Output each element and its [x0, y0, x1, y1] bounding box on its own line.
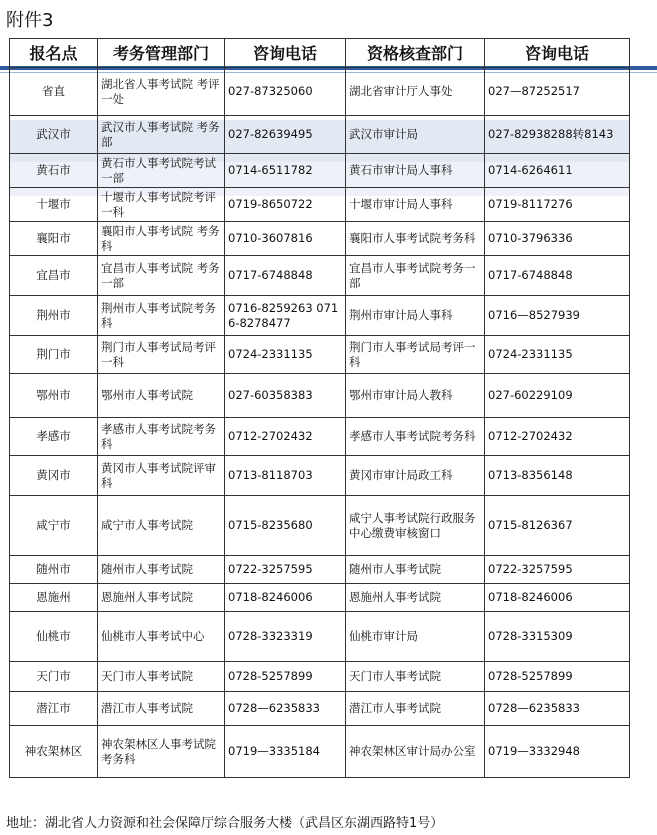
check-dept-cell: 十堰市审计局人事科	[346, 188, 485, 222]
table-body	[10, 68, 630, 778]
exam-dept-cell: 天门市人事考试院	[98, 662, 225, 692]
city-cell: 天门市	[10, 662, 98, 692]
header-exam-dept: 考务管理部门	[98, 39, 225, 68]
phone-2-cell: 027—87252517	[485, 68, 630, 116]
phone-cell: 0728—6235833	[225, 692, 346, 726]
city-cell: 省直	[10, 68, 98, 116]
table-row	[10, 374, 630, 418]
header-phone: 咨询电话	[225, 39, 346, 68]
check-dept-cell: 鄂州市审计局人教科	[346, 374, 485, 418]
phone-cell: 0724-2331135	[225, 336, 346, 374]
city-cell: 随州市	[10, 556, 98, 584]
city-cell: 荆州市	[10, 296, 98, 336]
table-row	[10, 662, 630, 692]
phone-2-cell: 0717-6748848	[485, 256, 630, 296]
check-dept-cell: 襄阳市人事考试院考务科	[346, 222, 485, 256]
table-row	[10, 692, 630, 726]
exam-dept-cell: 十堰市人事考试院考评一科	[98, 188, 225, 222]
phone-2-cell: 0713-8356148	[485, 456, 630, 496]
address-footer: 地址：湖北省人力资源和社会保障厅综合服务大楼（武昌区东湖西路特1号）	[6, 816, 444, 831]
table-row	[10, 296, 630, 336]
phone-cell: 0728-5257899	[225, 662, 346, 692]
exam-dept-cell: 咸宁市人事考试院	[98, 496, 225, 556]
exam-dept-cell: 荆门市人事考试局考评一科	[98, 336, 225, 374]
phone-2-cell: 0728-5257899	[485, 662, 630, 692]
exam-dept-cell: 孝感市人事考试院考务科	[98, 418, 225, 456]
city-cell: 十堰市	[10, 188, 98, 222]
table-row	[10, 418, 630, 456]
header-phone-2: 咨询电话	[485, 39, 630, 68]
city-cell: 恩施州	[10, 584, 98, 612]
check-dept-cell: 黄冈市审计局政工科	[346, 456, 485, 496]
phone-cell: 0716-8259263 0716-8278477	[225, 296, 346, 336]
table-row	[10, 496, 630, 556]
table-row	[10, 222, 630, 256]
city-cell: 宜昌市	[10, 256, 98, 296]
check-dept-cell: 武汉市审计局	[346, 116, 485, 154]
city-cell: 神农架林区	[10, 726, 98, 778]
city-cell: 荆门市	[10, 336, 98, 374]
exam-dept-cell: 恩施州人事考试院	[98, 584, 225, 612]
phone-2-cell: 0710-3796336	[485, 222, 630, 256]
check-dept-cell: 荆州市审计局人事科	[346, 296, 485, 336]
header-check-dept: 资格核查部门	[346, 39, 485, 68]
exam-dept-cell: 神农架林区人事考试院考务科	[98, 726, 225, 778]
table-row	[10, 556, 630, 584]
phone-2-cell: 0728—6235833	[485, 692, 630, 726]
phone-cell: 0722-3257595	[225, 556, 346, 584]
table-row	[10, 726, 630, 778]
phone-2-cell: 0719—3332948	[485, 726, 630, 778]
exam-dept-cell: 武汉市人事考试院 考务部	[98, 116, 225, 154]
check-dept-cell: 咸宁人事考试院行政服务中心缴费审核窗口	[346, 496, 485, 556]
phone-2-cell: 0728-3315309	[485, 612, 630, 662]
city-cell: 鄂州市	[10, 374, 98, 418]
exam-dept-cell: 潜江市人事考试院	[98, 692, 225, 726]
phone-cell: 027-60358383	[225, 374, 346, 418]
phone-2-cell: 0719-8117276	[485, 188, 630, 222]
exam-dept-cell: 荆州市人事考试院考务科	[98, 296, 225, 336]
phone-cell: 0719—3335184	[225, 726, 346, 778]
city-cell: 仙桃市	[10, 612, 98, 662]
check-dept-cell: 荆门市人事考试局考评一科	[346, 336, 485, 374]
exam-dept-cell: 黄冈市人事考试院评审科	[98, 456, 225, 496]
phone-2-cell: 027-82938288转8143	[485, 116, 630, 154]
city-cell: 黄冈市	[10, 456, 98, 496]
phone-2-cell: 0724-2331135	[485, 336, 630, 374]
table-row	[10, 154, 630, 188]
phone-cell: 0714-6511782	[225, 154, 346, 188]
check-dept-cell: 仙桃市审计局	[346, 612, 485, 662]
exam-dept-cell: 湖北省人事考试院 考评一处	[98, 68, 225, 116]
table-row	[10, 256, 630, 296]
check-dept-cell: 宜昌市人事考试院考务一部	[346, 256, 485, 296]
exam-dept-cell: 襄阳市人事考试院 考务科	[98, 222, 225, 256]
phone-2-cell: 0716—8527939	[485, 296, 630, 336]
phone-2-cell: 027-60229109	[485, 374, 630, 418]
city-cell: 潜江市	[10, 692, 98, 726]
table-row	[10, 116, 630, 154]
exam-dept-cell: 仙桃市人事考试中心	[98, 612, 225, 662]
phone-cell: 0710-3607816	[225, 222, 346, 256]
phone-cell: 0715-8235680	[225, 496, 346, 556]
table-row	[10, 336, 630, 374]
phone-cell: 027-82639495	[225, 116, 346, 154]
phone-2-cell: 0722-3257595	[485, 556, 630, 584]
phone-cell: 0718-8246006	[225, 584, 346, 612]
check-dept-cell: 潜江市人事考试院	[346, 692, 485, 726]
check-dept-cell: 天门市人事考试院	[346, 662, 485, 692]
check-dept-cell: 随州市人事考试院	[346, 556, 485, 584]
check-dept-cell: 湖北省审计厅人事处	[346, 68, 485, 116]
phone-cell: 0719-8650722	[225, 188, 346, 222]
table-row	[10, 612, 630, 662]
phone-cell: 0728-3323319	[225, 612, 346, 662]
city-cell: 孝感市	[10, 418, 98, 456]
exam-dept-cell: 鄂州市人事考试院	[98, 374, 225, 418]
table-row	[10, 188, 630, 222]
check-dept-cell: 黄石市审计局人事科	[346, 154, 485, 188]
exam-dept-cell: 黄石市人事考试院考试一部	[98, 154, 225, 188]
check-dept-cell: 孝感市人事考试院考务科	[346, 418, 485, 456]
check-dept-cell: 恩施州人事考试院	[346, 584, 485, 612]
city-cell: 咸宁市	[10, 496, 98, 556]
phone-2-cell: 0715-8126367	[485, 496, 630, 556]
check-dept-cell: 神农架林区审计局办公室	[346, 726, 485, 778]
table-row	[10, 68, 630, 116]
header-registration-point: 报名点	[10, 39, 98, 68]
table-row	[10, 456, 630, 496]
contact-table	[9, 38, 630, 778]
phone-2-cell: 0718-8246006	[485, 584, 630, 612]
table-header-row	[10, 39, 630, 68]
page-title: 附件3	[6, 10, 54, 31]
phone-cell: 0717-6748848	[225, 256, 346, 296]
phone-2-cell: 0714-6264611	[485, 154, 630, 188]
city-cell: 黄石市	[10, 154, 98, 188]
phone-cell: 027-87325060	[225, 68, 346, 116]
exam-dept-cell: 宜昌市人事考试院 考务一部	[98, 256, 225, 296]
phone-cell: 0713-8118703	[225, 456, 346, 496]
city-cell: 襄阳市	[10, 222, 98, 256]
city-cell: 武汉市	[10, 116, 98, 154]
exam-dept-cell: 随州市人事考试院	[98, 556, 225, 584]
phone-cell: 0712-2702432	[225, 418, 346, 456]
phone-2-cell: 0712-2702432	[485, 418, 630, 456]
table-row	[10, 584, 630, 612]
